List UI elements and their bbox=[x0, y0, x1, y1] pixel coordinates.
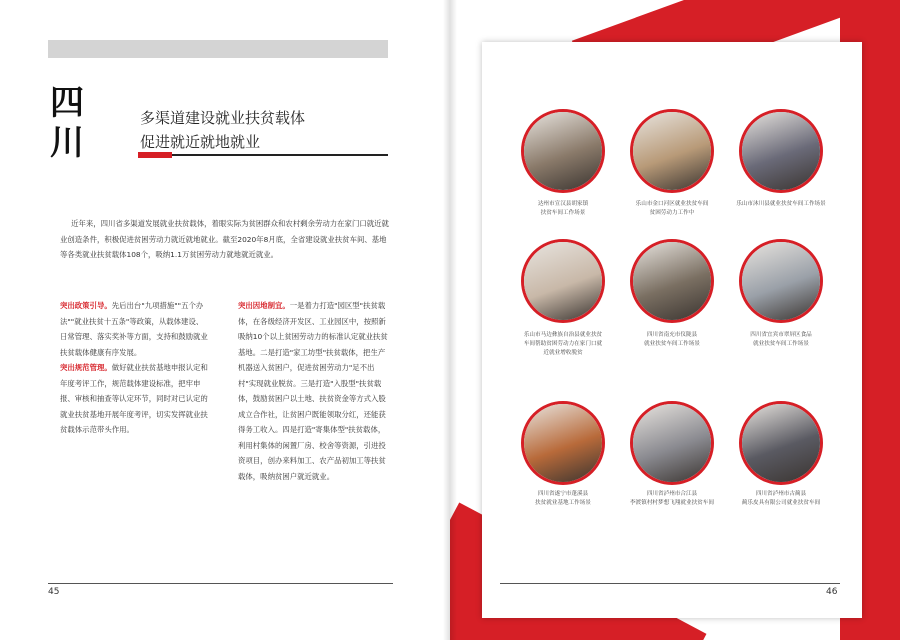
province-char-2: 川 bbox=[50, 123, 84, 163]
col-a-para-2 bbox=[60, 360, 210, 438]
photo-3-caption-line: 乐山市沐川县就业扶贫车间工作场景 bbox=[736, 201, 826, 207]
photo-6-caption bbox=[725, 331, 837, 349]
photo-3 bbox=[739, 109, 823, 193]
photo-1 bbox=[521, 109, 605, 193]
photo-5-caption bbox=[616, 331, 728, 349]
photo-1-caption bbox=[507, 200, 619, 218]
photo-1-caption-line: 扶贫车间工作场景 bbox=[540, 210, 586, 216]
right-page-number: 46 bbox=[826, 587, 838, 597]
photo-4-caption-line: 车间帮助贫困劳动力在家门口就 bbox=[523, 341, 603, 347]
photo-5-caption-line: 四川省南充市仪陇县 bbox=[646, 332, 698, 338]
col-a-para-1-text: 先后出台"九项措施""五个办法""就业扶贫十五条"等政策，从载体建设、日常管理、落实奖补等方面，支持和鼓励就业扶贫载体健康有序发展。 bbox=[60, 301, 208, 357]
photo-8 bbox=[630, 401, 714, 485]
photo-4-caption bbox=[507, 331, 619, 358]
photo-6-image bbox=[742, 242, 820, 320]
photo-3-image bbox=[742, 112, 820, 190]
photo-7-caption-line: 四川省遂宁市蓬溪县 bbox=[537, 491, 589, 497]
photo-9-caption-line: 四川省泸州市古蔺县 bbox=[755, 491, 807, 497]
photo-7 bbox=[521, 401, 605, 485]
photo-1-image bbox=[524, 112, 602, 190]
photo-1-caption-line: 达州市宣汉县胡家镇 bbox=[537, 201, 589, 207]
book-gutter bbox=[443, 0, 457, 640]
photo-8-caption-line: 四川省泸州市合江县 bbox=[646, 491, 698, 497]
photo-8-image bbox=[633, 404, 711, 482]
photo-7-caption bbox=[507, 490, 619, 508]
photo-4-image bbox=[524, 242, 602, 320]
col-a-para-2-text: 做好就业扶贫基地申报认定和年度考评工作，规范载体建设标准，把牢申报、审核和抽查等认定环节，同时对已认定的就业扶贫基地开展年度考评，切实发挥就业扶贫载体示范带头作用。 bbox=[60, 363, 208, 434]
photo-4 bbox=[521, 239, 605, 323]
photo-9-caption bbox=[725, 490, 837, 508]
col-a-para-1-highlight: 突出政策引导。 bbox=[60, 301, 112, 310]
photo-2-caption bbox=[616, 200, 728, 218]
photo-9 bbox=[739, 401, 823, 485]
photo-8-caption-line: 李渡镇村村梦想飞翔就业扶贫车间 bbox=[630, 500, 714, 506]
article-heading bbox=[140, 106, 390, 154]
heading-rule bbox=[140, 154, 388, 156]
photo-9-caption-line: 蔺乐皮具有限公司就业扶贫车间 bbox=[741, 500, 821, 506]
photo-4-caption-line: 近就业增收脱贫 bbox=[543, 350, 583, 356]
col-b-para-1-highlight: 突出因地制宜。 bbox=[238, 301, 290, 310]
intro-paragraph: 近年来，四川省多渠道发展就业扶贫载体，着眼实际为贫困群众和农村剩余劳动力在家门口就近就业创造条件，积极促进贫困劳动力就近就地就业。截至2020年8月底，全省建设就业扶贫车间、基地等各类就业扶贫载体108个，吸纳1.1万贫困劳动力就地就近就业。 bbox=[60, 219, 389, 259]
photo-5-caption-line: 就业扶贫车间工作场景 bbox=[644, 341, 700, 347]
header-grey-bar bbox=[48, 40, 388, 58]
col-b-para-1-text: 一是着力打造"园区型"扶贫载体，在各级经济开发区、工业园区中，按照新吸纳10个以上贫困劳动力的标准认定就业扶贫基地。二是打造"家工坊型"扶贫载体，把生产机器送入贫困户，促进贫困劳动力"足不出村"实现就业脱贫。三是打造"入股型"扶贫载体，鼓励贫困户以土地、扶贫资金等方式入股成立合作社，让贫困户既能领取分红，还能获得务工收入。四是打造"寄集体型"扶贫载体，利用村集体的闲置厂房、校舍等资源，引进投资项目，创办来料加工、农产品初加工等扶贫载体，吸纳贫困户就近就业。 bbox=[238, 301, 388, 481]
photo-4-caption-line: 乐山市马边彝族自治县就业扶贫 bbox=[523, 332, 603, 338]
photo-7-image bbox=[524, 404, 602, 482]
left-page-number: 45 bbox=[48, 587, 60, 597]
photo-8-caption bbox=[616, 490, 728, 508]
column-b bbox=[238, 298, 390, 484]
left-footer-rule bbox=[48, 583, 393, 584]
photo-9-image bbox=[742, 404, 820, 482]
photo-6-caption-line: 四川省宜宾市翠屏区食品 bbox=[750, 332, 812, 338]
column-a bbox=[60, 298, 210, 438]
col-a-para-2-highlight: 突出规范管理。 bbox=[60, 363, 112, 372]
heading-line-2: 促进就近就地就业 bbox=[140, 133, 261, 151]
photo-6 bbox=[739, 239, 823, 323]
heading-rule-accent bbox=[138, 152, 172, 158]
photo-3-caption bbox=[725, 200, 837, 209]
photo-7-caption-line: 扶贫就业基地工作场景 bbox=[535, 500, 591, 506]
col-a-para-1 bbox=[60, 298, 210, 360]
photo-2-caption-line: 贫困劳动力工作中 bbox=[649, 210, 695, 216]
photo-2 bbox=[630, 109, 714, 193]
province-char-1: 四 bbox=[50, 83, 84, 123]
photo-5-image bbox=[633, 242, 711, 320]
col-b-para-1 bbox=[238, 298, 390, 484]
right-footer-rule bbox=[500, 583, 840, 584]
photo-5 bbox=[630, 239, 714, 323]
photo-6-caption-line: 就业扶贫车间工作场景 bbox=[753, 341, 809, 347]
photo-2-caption-line: 乐山市金口河区就业扶贫车间 bbox=[635, 201, 709, 207]
photo-2-image bbox=[633, 112, 711, 190]
heading-line-1: 多渠道建设就业扶贫载体 bbox=[140, 109, 306, 127]
